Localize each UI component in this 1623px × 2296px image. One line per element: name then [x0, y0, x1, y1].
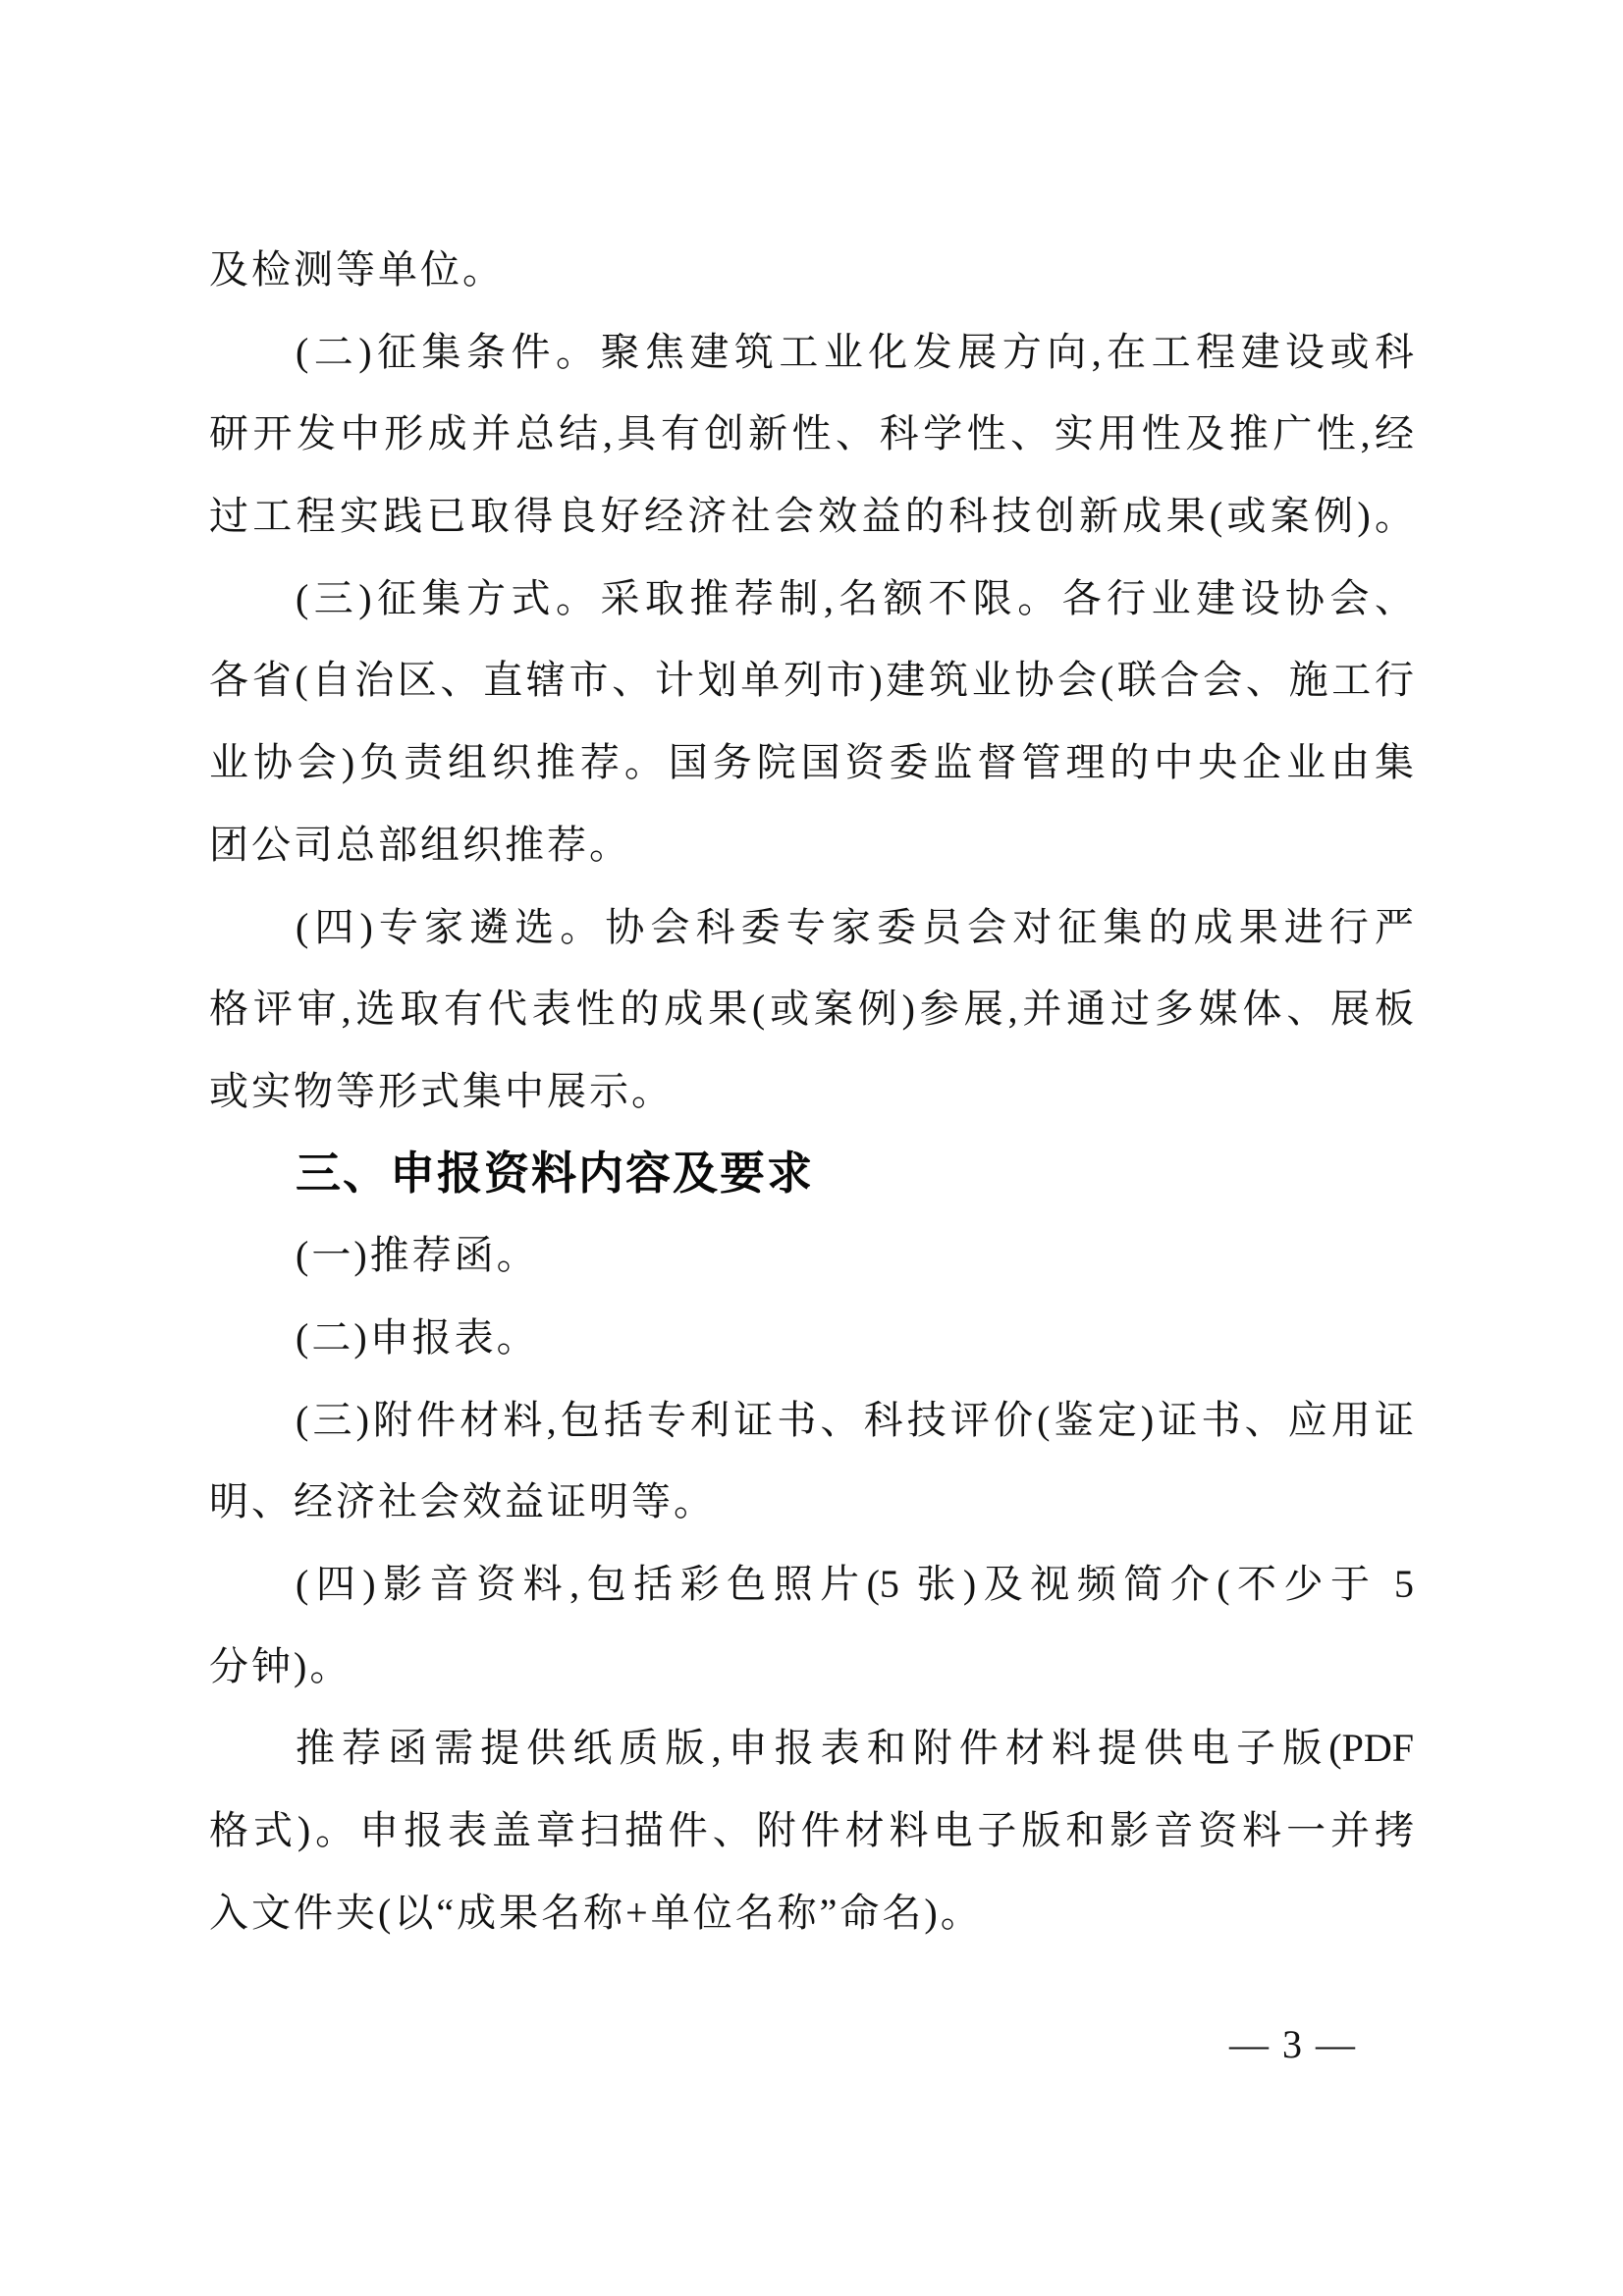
text-line: 格式)。申报表盖章扫描件、附件材料电子版和影音资料一并拷: [209, 1808, 1414, 1853]
text-line: (一)推荐函。: [296, 1233, 539, 1278]
section-heading: 三、申报资料内容及要求: [296, 1147, 814, 1199]
text-line: 团公司总部组织推荐。: [209, 822, 631, 867]
text-line: (二)申报表。: [296, 1314, 539, 1360]
text-line: (三)附件材料,包括专利证书、科技评价(鉴定)证书、应用证: [296, 1397, 1414, 1442]
text-line: (四)专家遴选。协会科委专家委员会对征集的成果进行严: [296, 904, 1414, 949]
text-line: (二)征集条件。聚焦建筑工业化发展方向,在工程建设或科: [296, 329, 1414, 374]
text-line: 业协会)负责组织推荐。国务院国资委监督管理的中央企业由集: [209, 740, 1414, 785]
text-line: 格评审,选取有代表性的成果(或案例)参展,并通过多媒体、展板: [209, 987, 1414, 1032]
text-line: 入文件夹(以“成果名称+单位名称”命名)。: [209, 1890, 983, 1935]
page-number: — 3 —: [1229, 2022, 1357, 2066]
text-line: 明、经济社会效益证明等。: [209, 1479, 716, 1524]
text-line: 分钟)。: [209, 1643, 352, 1688]
text-line: 研开发中形成并总结,具有创新性、科学性、实用性及推广性,经: [209, 411, 1414, 456]
text-line: 各省(自治区、直辖市、计划单列市)建筑业协会(联合会、施工行: [209, 658, 1414, 703]
text-line: 及检测等单位。: [209, 247, 505, 292]
text-line: (四)影音资料,包括彩色照片(5 张)及视频简介(不少于 5: [296, 1562, 1414, 1606]
text-line: 过工程实践已取得良好经济社会效益的科技创新成果(或案例)。: [209, 494, 1414, 539]
text-line: (三)征集方式。采取推荐制,名额不限。各行业建设协会、: [296, 575, 1414, 620]
text-line: 推荐函需提供纸质版,申报表和附件材料提供电子版(PDF: [296, 1726, 1414, 1771]
text-line: 或实物等形式集中展示。: [209, 1068, 674, 1113]
document-body: [209, 229, 1414, 1953]
